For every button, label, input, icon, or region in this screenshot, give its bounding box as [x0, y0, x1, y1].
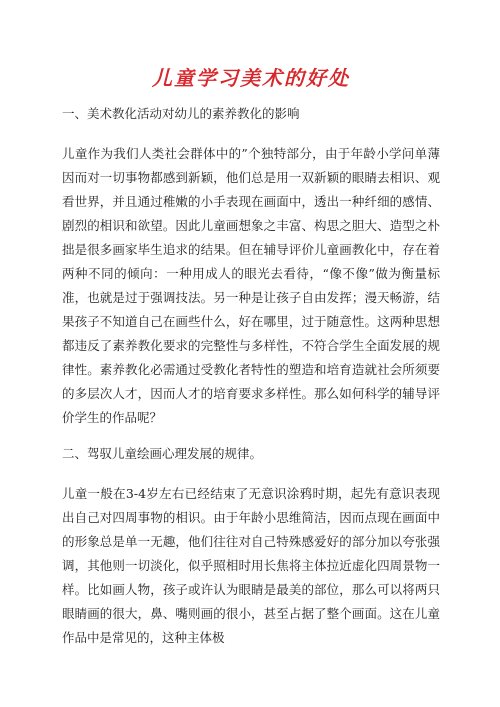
document-title: 儿童学习美术的好处	[152, 66, 350, 90]
section-1-paragraph-text: 儿童作为我们人类社会群体中的”个独特部分，由于年龄小学问单薄因而对一切事物都感到新颖，他们总是用一双新颖的眼睛去相识、观看世界，并且通过稚嫩的小手表现在画面中，透出一种纤细的感情、剧烈的相识和欲望。因此儿童画想象之丰富、构思之胆大、造型之朴拙是很多画家毕生追求的结果。但在辅导评价儿童画教化中，存在着两种不同的倾向：一种用成人的眼光去看待，“像不像”做为衡量标准，也就是过于强调技法。另一种是让孩子自由发挥；漫天畅游，结果孩子不知道自己在画些什么，好在哪里，过于随意性。这两种思想都违反了素养教化要求的完整性与多样性，不符合学生全面发展的规律性。素养教化必需通过受教化者特性的塑造和培育造就社会所须要的多层次人才，因而人才的培育要求多样性。那么如何科学的辅导评价学生的作品呢？	[62, 146, 440, 425]
section-1-heading: 一、美术教化活动对幼儿的素养教化的影响	[62, 106, 300, 121]
section-1-paragraph	[62, 142, 440, 430]
section-2-heading: 二、驾驭儿童绘画心理发展的规律。	[62, 446, 263, 461]
section-2-paragraph	[62, 482, 440, 650]
section-2-paragraph-text: 儿童一般在3-4岁左右已经结束了无意识涂鸦时期，起先有意识表现出自己对四周事物的相识。由于年龄小思维简洁，因而点现在画面中的形象总是单一无趣，他们往往对自己特殊感爱好的部分加以夸张强调，其他则一切淡化，似乎照相时用长焦将主体拉近虚化四周景物一样。比如画人物，孩子或许认为眼睛是最美的部位，那么可以将两只眼睛画的很大，鼻、嘴则画的很小，甚至占据了整个画面。这在儿童作品中是常见的，这种主体极	[62, 486, 440, 645]
